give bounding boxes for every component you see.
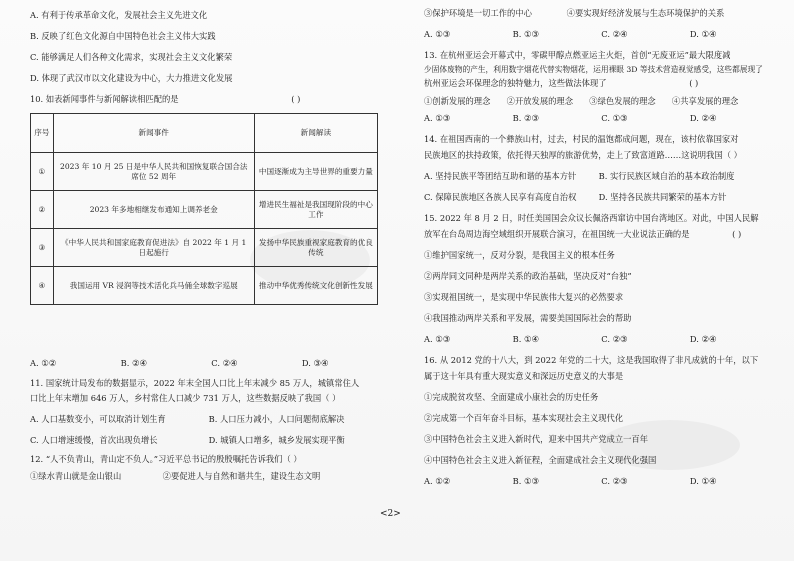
q15-statement-1: ①维护国家统一，反对分裂，是我国主义的根本任务: [424, 250, 615, 260]
q16-option-b: B. ①③: [512, 476, 539, 486]
row-reading: 增进民生福祉是我国现阶段的中心工作: [254, 191, 377, 229]
q9-option-a: A. 有利于传承革命文化，发展社会主义先进文化: [30, 10, 208, 20]
q13-statement-1: ①创新发展的理念: [424, 96, 491, 106]
q14-option-c: C. 保障民族地区各族人民享有高度自治权: [424, 192, 577, 202]
q12-option-c: C. ②④: [601, 29, 628, 39]
answer-paren: ( ): [291, 94, 301, 104]
row-event: 2023 年 10 月 25 日是中华人民共和国恢复联合国合法席位 52 周年: [53, 153, 254, 191]
row-event: 《中华人民共和国家庭教育促进法》自 2022 年 1 月 1 日起施行: [53, 229, 254, 267]
q12-statement-4: ④要实现好经济发展与生态环境保护的关系: [566, 8, 725, 18]
q13-statement-4: ④共享发展的理念: [671, 96, 739, 106]
q13-option-d: D. ②④: [689, 113, 717, 123]
q9-option-d: D. 体现了武汉市以文化建设为中心，大力推进文化发展: [30, 73, 233, 83]
table-header-row: [31, 114, 378, 153]
q12-statements: [30, 471, 320, 482]
q14-stem-line-1: 14. 在祖国西南的一个彝族山村，过去，村民的温饱都成问题，现在，该村依靠国家对: [424, 134, 739, 144]
q16-option-c: C. ②③: [601, 476, 628, 486]
q14-option-b: B. 实行民族区域自治的基本政治制度: [598, 171, 735, 181]
q15-stem-line-2: 放军在台岛周边海空域组织开展联合演习，在祖国统一大业说法正确的是 ( ): [424, 229, 742, 239]
q12-option-b: B. ①③: [512, 29, 539, 39]
q12-statement-2: ②要促进人与自然和谐共生，建设生态文明: [162, 471, 321, 481]
q16-stem-line-1: 16. 从 2012 党的十八大，到 2022 年党的二十大，这是我国取得了非凡成就的十年，以下: [424, 355, 759, 365]
scan-smudge: [250, 230, 370, 290]
q14-option-d: D. 坚持各民族共同繁荣的基本方针: [598, 192, 727, 202]
q16-option-a: A. ①②: [424, 476, 451, 486]
q12-options: [424, 29, 716, 40]
table-row: [31, 153, 378, 191]
q11-options-row-1: [30, 414, 344, 425]
q12-statement-3: ③保护环境是一切工作的中心: [424, 8, 532, 18]
q13-option-c: C. ①③: [601, 113, 628, 123]
q15-option-c: C. ②③: [601, 334, 628, 344]
q15-option-d: D. ②④: [689, 334, 717, 344]
q15-option-b: B. ①④: [512, 334, 539, 344]
row-reading: 发扬中华民族重视家庭教育的优良传统: [254, 229, 377, 267]
q9-option-b: B. 反映了红色文化源自中国特色社会主义伟大实践: [30, 31, 216, 41]
q15-statement-3: ③实现祖国统一，是实现中华民族伟大复兴的必然要求: [424, 292, 624, 302]
q13-statement-3: ③绿色发展的理念: [589, 96, 656, 106]
q13-stem-line-3: 杭州亚运会环保理念的独特魅力，这些做法体现了 ( ): [424, 78, 699, 88]
q16-statement-4: ④中国特色社会主义进入新征程，全面建成社会主义现代化强国: [424, 455, 657, 465]
col-header-event: 新闻事件: [53, 114, 254, 153]
table-row: [31, 191, 378, 229]
q10-options: [30, 358, 328, 369]
q10-option-d: D. ③④: [301, 358, 329, 368]
q14-option-a: A. 坚持民族平等团结互助和谐的基本方针: [424, 171, 577, 181]
q10-option-b: B. ②④: [120, 358, 147, 368]
q10-option-a: A. ①②: [30, 358, 57, 368]
row-index: ④: [31, 267, 54, 305]
q13-statements: [424, 96, 738, 107]
q14-stem-line-2: 民族地区的扶持政策，依托得天独厚的旅游优势，走上了致富道路……这说明我国（ ）: [424, 150, 742, 160]
q9-option-c: C. 能够满足人们各种文化需求，实现社会主义文化繁荣: [30, 52, 233, 62]
q11-stem-line-2: 口比上年末增加 646 万人，乡村常住人口减少 731 万人，这些数据反映了我国（ ）: [30, 393, 341, 403]
q12-statements-cont: [424, 8, 724, 19]
col-header-index: 序号: [31, 114, 54, 153]
q11-option-c: C. 人口增速缓慢，首次出现负增长: [30, 435, 158, 445]
q15-stem-line-1: 15. 2022 年 8 月 2 日，时任美国国会众议长佩洛西窜访中国台湾地区。对此，中国人民解: [424, 213, 759, 223]
q15-statement-4: ④我国推动两岸关系和平发展，需要美国国际社会的帮助: [424, 313, 632, 323]
row-index: ②: [31, 191, 54, 229]
q12-option-a: A. ①③: [424, 29, 451, 39]
q13-options: [424, 113, 716, 124]
q16-stem-line-2: 属于这十年具有重大现实意义和深远历史意义的大事是: [424, 371, 624, 381]
scan-smudge: [600, 420, 740, 470]
q11-option-a: A. 人口基数变小，可以取消计划生育: [30, 414, 166, 424]
q14-options-row-2: [424, 192, 726, 203]
q15-options: [424, 334, 716, 345]
row-index: ③: [31, 229, 54, 267]
q16-statement-3: ③中国特色社会主义进入新时代，迎来中国共产党成立一百年: [424, 434, 649, 444]
q13-option-b: B. ②③: [512, 113, 539, 123]
q11-option-d: D. 城镇人口增多，城乡发展实现平衡: [208, 435, 345, 445]
q13-statement-2: ②开放发展的理念: [506, 96, 574, 106]
q12-option-d: D. ①④: [689, 29, 717, 39]
q11-stem-line-1: 11. 国家统计局发布的数据显示，2022 年末全国人口比上年末减少 85 万人，城镇常住人: [30, 378, 360, 388]
row-event: 2023 年多地相继发布通知上调养老金: [53, 191, 254, 229]
page-number: <2>: [380, 509, 401, 519]
q10-stem: 10. 如表新闻事件与新闻解读相匹配的是 ( ): [30, 94, 301, 104]
q16-statement-1: ①完成脱贫攻坚、全面建成小康社会的历史任务: [424, 392, 599, 402]
q13-stem-line-1: 13. 在杭州亚运会开幕式中，零碳甲醇点燃亚运主火炬，首创“无废亚运”最大限度减: [424, 50, 731, 60]
q14-options-row-1: [424, 171, 734, 182]
q15-statement-2: ②两岸同文同种是两岸关系的政治基础，坚决反对“台独”: [424, 271, 632, 281]
answer-paren: ( ): [732, 229, 742, 239]
q13-stem-line-2: 少固体废物的产生，利用数字烟花代替实物烟花，运用裸眼 3D 等技术营造视觉感受，这些都展现了: [424, 65, 763, 74]
row-reading: 中国逐渐成为主导世界的重要力量: [254, 153, 377, 191]
col-header-reading: 新闻解读: [254, 114, 377, 153]
q16-statement-2: ②完成第一个百年奋斗目标，基本实现社会主义现代化: [424, 413, 624, 423]
q11-options-row-2: [30, 435, 345, 446]
row-event: 我国运用 VR 浸润等技术活化兵马俑全球数字巡展: [53, 267, 254, 305]
q11-option-b: B. 人口压力减小，人口问题彻底解决: [208, 414, 345, 424]
q12-stem: 12. “人不负青山，青山定不负人。”习近平总书记的殷殷嘱托告诉我们（ ）: [30, 454, 302, 464]
q10-option-c: C. ②④: [211, 358, 238, 368]
q16-options: [424, 476, 716, 487]
q13-option-a: A. ①③: [424, 113, 451, 123]
answer-paren: ( ): [689, 78, 699, 88]
q15-option-a: A. ①③: [424, 334, 451, 344]
q16-option-d: D. ①④: [689, 476, 717, 486]
q12-statement-1: ①绿水青山就是金山银山: [30, 471, 122, 481]
row-index: ①: [31, 153, 54, 191]
row-reading: 推动中华优秀传统文化创新性发展: [254, 267, 377, 305]
